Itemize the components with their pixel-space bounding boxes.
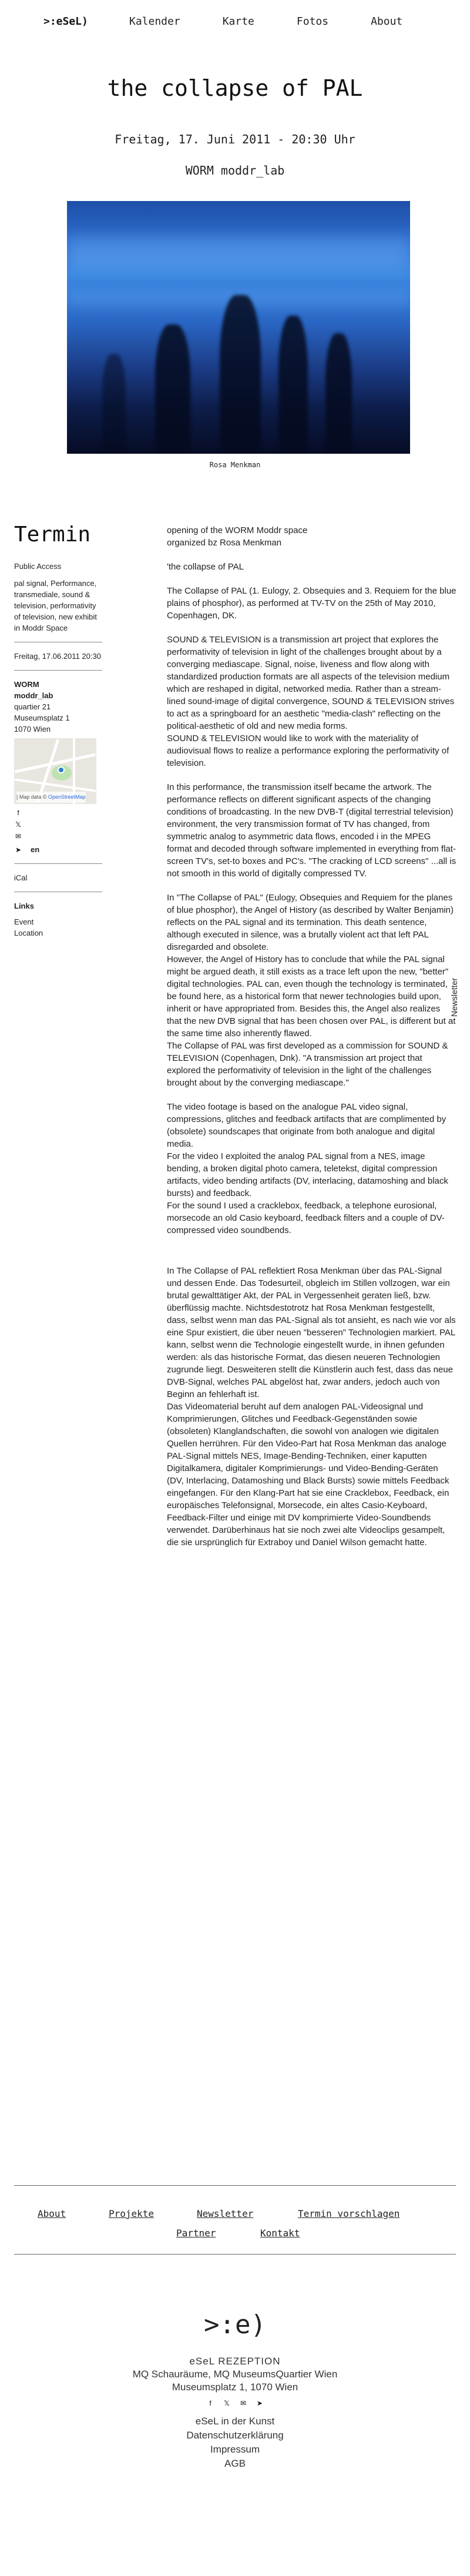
location-map[interactable]: [14, 738, 96, 804]
footer-termin-link[interactable]: Termin vorschlagen: [298, 2208, 400, 2219]
nav-kalender[interactable]: Kalender: [129, 15, 180, 28]
map-pin-icon: [58, 766, 65, 773]
event-sidebar: [14, 523, 102, 939]
nav-about[interactable]: About: [371, 15, 403, 28]
org-name: eSeL REZEPTION: [189, 2356, 281, 2367]
links-heading: Links: [14, 902, 34, 910]
paragraph-de: Das Videomaterial beruht auf dem analogen PAL-Videosignal und Komprimierungen, Glitches und Feedback-Gegenständen sowie (obsoleten) Klanglandschaften, die sowohl von analogen wie digitalen Quellen herrühren. Für den Video-Part hat Rosa Menkman das analoge PAL-Signal mittels NES, Image-Bending-Techniken, einer kaputten Digitalkamera, digitaler Komprimierungs- und Video-Bending-Geräten (DV, Interlacing, Datamoshing und Black Bursts) sowie mittels Feedback eingefangen. Für den Klang-Part hat sie eine Cracklebox, Feedback, ein europäisches Telefonsignal, Morsecode, ein altes Casio-Keyboard, Feedback-Filter und einige mit DV komprimierte Video-Soundbends verwendet. Darüberhinaus hat sie noch zwei alte Videoclips gesampelt, die sie ursprünglich für Extraboy und Daniel Wilson gemacht hatte.: [167, 1402, 449, 1547]
tag-list[interactable]: pal signal, Performance, transmediale, sound & television, performativity of television, new exhibit in Moddr Space: [14, 579, 97, 632]
nav-fotos[interactable]: Fotos: [296, 15, 329, 28]
footer-logo[interactable]: >:e): [204, 2310, 266, 2340]
site-logo[interactable]: >:eSeL): [43, 15, 88, 28]
sidebar-date: Freitag, 17.06.2011 20:30: [14, 652, 101, 661]
event-datetime: Freitag, 17. Juni 2011 - 20:30 Uhr: [115, 132, 355, 146]
paragraph: However, the Angel of History has to conclude that while the PAL signal might be argued death, it still exists as a trace left upon the new, "better" digital technologies. PAL can, even though the technology is terminated, be found here, as a historical form that newer technologies build upon, inherit or have appropriated from. Besides this, the Angel also realizes that the new DVB signal that has been chosen over PAL, is different but at the same time also inherently flawed.: [167, 954, 456, 1039]
paragraph-de: In The Collapse of PAL reflektiert Rosa Menkman über das PAL-Signal und dessen Ende. Das Todesurteil, obgleich im Stillen vollzogen, war ein brutal gewalttätiger Akt, der PAL in Vergessenheit geraten ließ, bzw. überflüssig machte. Nichtsdestotrotz hat Rosa Menkman festgestellt, dass, selbst wenn man das PAL-Signal als tot ansieht, es nach wie vor als eine Spur existiert, die über neuen "besseren" Technologien markiert. PAL kann, selbst wenn die Technologie eingestellt wurde, in ihnen gefunden werden: als das historische Format, das diesen neueren Technologien zugrunde liegt. Desweiteren stellt die Künstlerin auch fest, dass das neue DVB-Signal, welches PAL abgelöst hat, zwar anders, jedoch auch von Beginn an fehlerhaft ist.: [167, 1266, 456, 1399]
org-address-1: MQ Schauräume, MQ MuseumsQuartier Wien: [132, 2369, 338, 2380]
footer-divider: [14, 2254, 456, 2255]
paragraph: In this performance, the transmission itself became the artwork. The performance reflects on different significant aspects of the changing conditions of broadcasting. In the new DVB-T (digital terrestrial television) environment, the very transmission format of TV has changed, from symmetric analog to asymmetric data flows, encoded i in the MPEG format and decoded through software implemented in everything from flat-screen TV's, set-to boxes and PC's. "The cracking of LCD screens" ...all is not smooth in this world of digitally compressed TV.: [167, 782, 456, 879]
paragraph: For the sound I used a cracklebox, feedback, a telephone eurosional, morsecode an old Casio keyboard, feedback filters and a couple of DV-compressed video soundbends.: [167, 1201, 445, 1235]
address-line-1: quartier 21: [14, 702, 51, 711]
footer-projekte-link[interactable]: Projekte: [109, 2208, 155, 2219]
intro-line-2: organized bz Rosa Menkman: [167, 538, 282, 548]
footer-org-block: [0, 2355, 470, 2394]
share-icons: [14, 809, 102, 855]
venue-sub[interactable]: moddr_lab: [14, 691, 53, 700]
sidebar-title: Termin: [14, 522, 91, 547]
top-nav: [0, 0, 470, 47]
page-title: the collapse of PAL: [107, 75, 363, 101]
divider: [14, 863, 102, 864]
event-venue: WORM moddr_lab: [185, 163, 285, 177]
paragraph: The Collapse of PAL was first developed as a commission for SOUND & TELEVISION (Copenhagen, Dnk). "A transmission art project that explored the performativity of television in the light of the challenges brought about by the converging mediascape.": [167, 1041, 448, 1088]
address-line-3: 1070 Wien: [14, 725, 51, 733]
ical-link[interactable]: iCal: [14, 873, 28, 882]
twitter-icon[interactable]: 𝕏: [224, 2399, 230, 2407]
footer-social: [0, 2399, 470, 2407]
footer-agb-link[interactable]: AGB: [224, 2458, 246, 2469]
event-link[interactable]: Event: [14, 917, 34, 926]
event-description: [167, 524, 457, 1560]
twitter-icon[interactable]: 𝕏: [15, 820, 21, 829]
footer-kunst-link[interactable]: eSeL in der Kunst: [195, 2416, 275, 2427]
footer-partner-link[interactable]: Partner: [176, 2227, 216, 2239]
footer-kontakt-link[interactable]: Kontakt: [260, 2227, 300, 2239]
nav-karte[interactable]: Karte: [222, 15, 254, 28]
language-switch[interactable]: en: [31, 845, 40, 854]
paragraph: SOUND & TELEVISION is a transmission art project that explores the performativity of television in light of the challenges brought about by a converging mediascape. Signal, noise, liveness and flow along with standardized production formats are all aspects of the television medium which are reshaped in digital, networked media. Rather than a stream-lined sound-image of digital convergence, SOUND & TELEVISION strives to act as a springboard for an aesthetic "media-clash" reflecting on the political-aesthetic of old and new media forms.: [167, 635, 455, 731]
footer-bottom-links: [0, 2414, 470, 2471]
location-link[interactable]: Location: [14, 929, 43, 937]
image-caption: Rosa Menkman: [209, 461, 261, 469]
subtitle-line: 'the collapse of PAL: [167, 562, 244, 572]
divider: [14, 670, 102, 671]
map-attribution[interactable]: | Map data © OpenStreetMap: [16, 792, 86, 803]
footer-newsletter-link[interactable]: Newsletter: [197, 2208, 254, 2219]
intro-line-1: opening of the WORM Moddr space: [167, 525, 308, 535]
address-line-2: Museumsplatz 1: [14, 713, 70, 722]
paragraph: For the video I exploited the analog PAL signal from a NES, image bending, a broken digital photo camera, teletekst, digital compression artifacts, video bending artifacts (DV, interlacing, datamoshing and black bursts) and feedback.: [167, 1151, 448, 1198]
mail-icon[interactable]: ✉: [240, 2399, 247, 2407]
paragraph: The video footage is based on the analogue PAL video signal, compressions, glitches and feedback artifacts that are complimented by (obsolete) soundscapes that originate from both analogue and digital media.: [167, 1102, 446, 1149]
access-label: Public Access: [14, 562, 62, 571]
main-nav: [129, 15, 445, 28]
footer-divider: [14, 2185, 456, 2186]
event-image: [67, 201, 410, 454]
facebook-icon[interactable]: f: [209, 2399, 212, 2407]
paragraph: The Collapse of PAL (1. Eulogy, 2. Obsequies and 3. Requiem for the blue plains of phosphor), as performed at TV-TV on the 25th of May 2010, Copenhagen, DK.: [167, 586, 456, 621]
paragraph: In "The Collapse of PAL" (Eulogy, Obsequies and Requiem for the planes of blue phosphor), the Angel of History (as described by Walter Benjamin) reflects on the PAL signal and its termination. This death sentence, although executed in silence, was a brutally violent act that left PAL disregarded and obsolete.: [167, 893, 454, 952]
paragraph: SOUND & TELEVISION would like to work with the materiality of audiovisual flows to realize a performance exploring the performativity of television.: [167, 733, 449, 768]
telegram-icon[interactable]: ➤: [15, 845, 22, 854]
org-address-2: Museumsplatz 1, 1070 Wien: [172, 2381, 298, 2393]
newsletter-tab[interactable]: Newsletter: [449, 977, 459, 1017]
telegram-icon[interactable]: ➤: [256, 2399, 263, 2407]
venue-name[interactable]: WORM: [14, 680, 39, 689]
facebook-icon[interactable]: f: [17, 809, 19, 817]
footer-datenschutz-link[interactable]: Datenschutzerklärung: [186, 2430, 284, 2441]
footer-impressum-link[interactable]: Impressum: [210, 2444, 260, 2455]
mail-icon[interactable]: ✉: [15, 832, 22, 840]
footer-about-link[interactable]: About: [38, 2208, 66, 2219]
